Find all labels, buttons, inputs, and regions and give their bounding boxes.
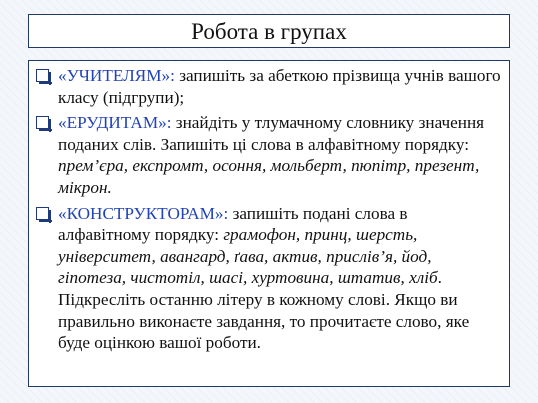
task-text: знайдіть у тлумачному словнику значення поданих слів. Запишіть ці слова в алфавітному порядку: <box>58 113 485 154</box>
group-name: «КОНСТРУКТОРАМ»: <box>58 203 229 223</box>
word-list: грамофон, принц, шерсть, університет, авангард, ґава, актив, прислів’я, йод, гіпотеза, чистотіл, шасі, хуртовина, штатив, хліб <box>58 225 438 288</box>
group-name: «ЕРУДИТАМ»: <box>58 113 172 133</box>
checkbox-bullet-icon <box>36 69 49 82</box>
task-text: запишіть за абеткою прізвища учнів вашого класу (підгрупи); <box>58 66 501 107</box>
title-box <box>28 14 510 48</box>
word-list: прем’єра, експромт, осоння, мольберт, пюпітр, презент, мікрон. <box>58 156 480 197</box>
group-name: «УЧИТЕЛЯМ»: <box>58 66 175 85</box>
task-constructors <box>36 203 503 354</box>
task-instructions: . Підкресліть останню літеру в кожному слові. Якщо ви правильно виконаєте завдання, то прочитаєте слово, яке буде оцінкою вашої роботи. <box>58 268 470 353</box>
task-erudites <box>36 112 503 198</box>
task-teachers <box>36 65 503 108</box>
checkbox-bullet-icon <box>36 207 49 220</box>
slide-title: Робота в групах <box>191 18 347 44</box>
content-box <box>28 60 510 387</box>
task-text: запишіть подані слова в алфавітному порядку: <box>58 203 408 245</box>
checkbox-bullet-icon <box>36 116 49 129</box>
